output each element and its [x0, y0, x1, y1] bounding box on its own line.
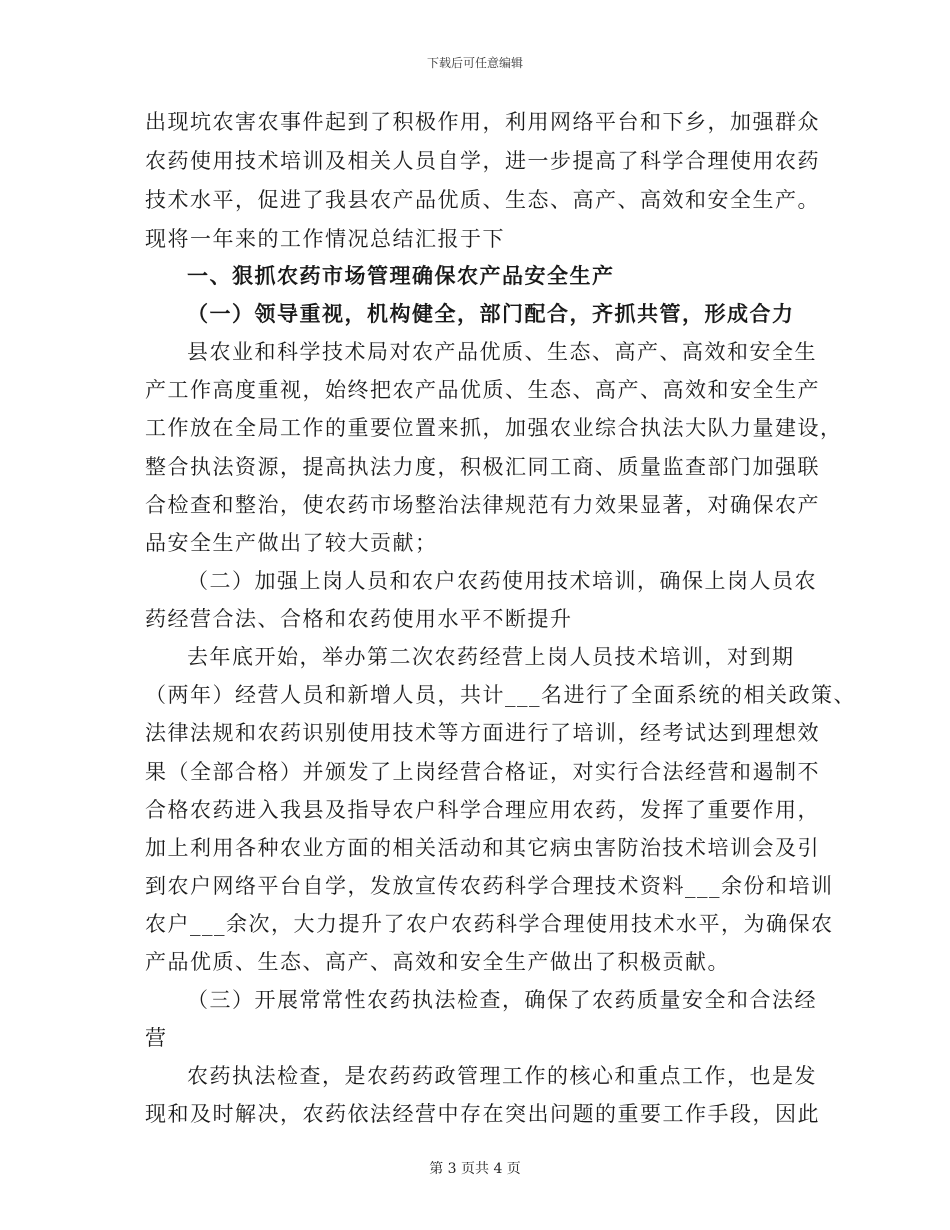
paragraph-line: 出现坑农害农事件起到了积极作用，利用网络平台和下乡，加强群众 [145, 110, 820, 134]
page-header: 下载后可任意编辑 [426, 56, 523, 70]
paragraph-line: 农户___余次，大力提升了农户农药科学合理使用技术水平，为确保农 [145, 912, 834, 936]
paragraph-line: （两年）经营人员和新增人员，共计___名进行了全面系统的相关政策、 [145, 683, 856, 707]
paragraph-line: 合检查和整治，使农药市场整治法律规范有力效果显著，对确保农产 [145, 493, 820, 517]
page-footer: 第 3 页共 4 页 [429, 1161, 521, 1177]
paragraph-line: 农药使用技术培训及相关人员自学，进一步提高了科学合理使用农药 [145, 149, 820, 173]
paragraph-line: （二）加强上岗人员和农户农药使用技术培训，确保上岗人员农 [187, 569, 817, 593]
paragraph-line: 品安全生产做出了较大贡献； [145, 531, 438, 555]
paragraph-line: 技术水平，促进了我县农产品优质、生态、高产、高效和安全生产。 [145, 188, 820, 212]
paragraph-line: 法律法规和农药识别使用技术等方面进行了培训，经考试达到理想效 [145, 721, 820, 745]
paragraph-line: 药经营合法、合格和农药使用水平不断提升 [145, 607, 573, 631]
paragraph-line: 工作放在全局工作的重要位置来抓，加强农业综合执法大队力量建设， [145, 416, 843, 440]
paragraph-line: 果（全部合格）并颁发了上岗经营合格证，对实行合法经营和遏制不 [145, 760, 820, 784]
paragraph-line: 现将一年来的工作情况总结汇报于下 [145, 227, 505, 251]
paragraph-line: 营 [145, 1026, 168, 1050]
paragraph-line: 县农业和科学技术局对农产品优质、生态、高产、高效和安全生 [187, 340, 817, 364]
paragraph-line: 到农户网络平台自学，发放宣传农药科学合理技术资料___余份和培训 [145, 874, 834, 898]
paragraph-line: 合格农药进入我县及指导农户科学合理应用农药，发挥了重要作用， [145, 798, 820, 822]
paragraph-line: 产工作高度重视，始终把农产品优质、生态、高产、高效和安全生产 [145, 378, 820, 402]
section-heading: （一）领导重视，机构健全，部门配合，齐抓共管，形成合力 [187, 301, 795, 326]
paragraph-line: 加上利用各种农业方面的相关活动和其它病虫害防治技术培训会及引 [145, 836, 820, 860]
paragraph-line: 现和及时解决，农药依法经营中存在突出问题的重要工作手段，因此 [145, 1102, 820, 1126]
paragraph-line: 农药执法检查，是农药药政管理工作的核心和重点工作，也是发 [187, 1064, 817, 1088]
paragraph-line: （三）开展常常性农药执法检查，确保了农药质量安全和合法经 [187, 988, 817, 1012]
paragraph-line: 去年底开始，举办第二次农药经营上岗人员技术培训，对到期 [187, 645, 795, 669]
paragraph-line: 整合执法资源，提高执法力度，积极汇同工商、质量监查部门加强联 [145, 455, 820, 479]
section-heading: 一、狠抓农药市场管理确保农产品安全生产 [187, 263, 615, 288]
paragraph-line: 产品优质、生态、高产、高效和安全生产做出了积极贡献。 [145, 950, 730, 974]
